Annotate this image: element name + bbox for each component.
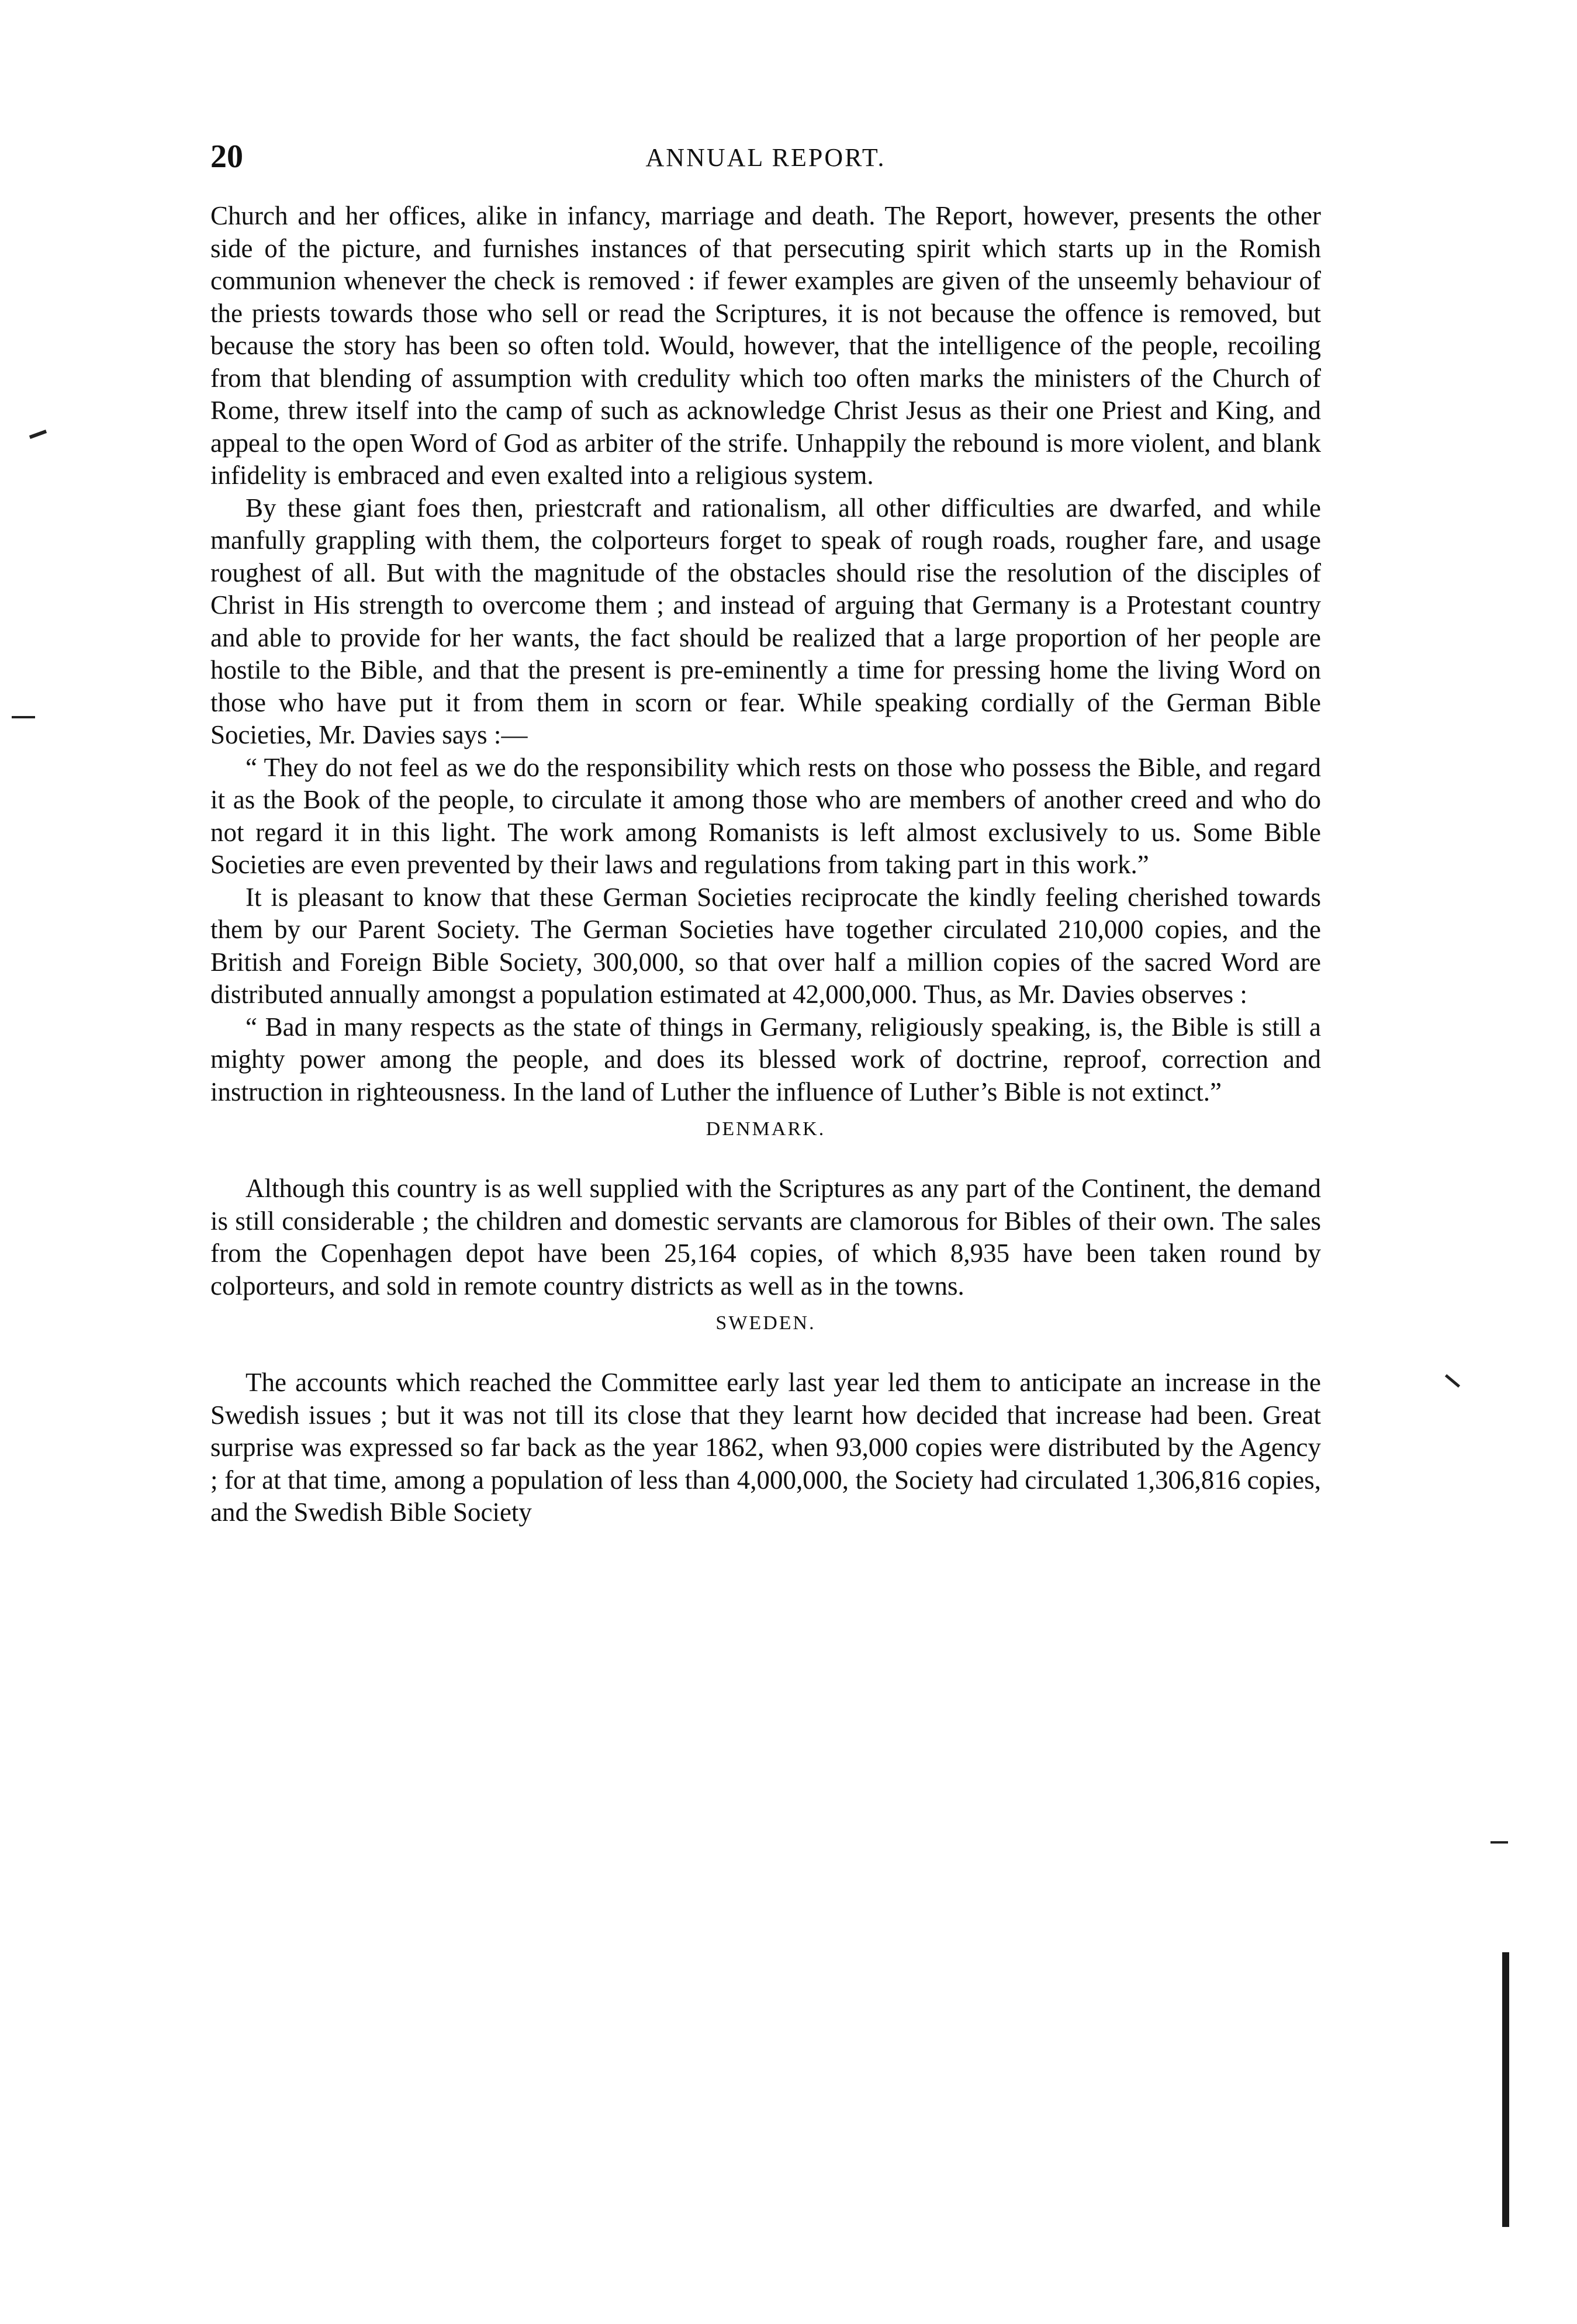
page-number: 20 (210, 139, 243, 175)
margin-mark (1490, 1841, 1508, 1844)
running-title: ANNUAL REPORT. (645, 143, 886, 172)
margin-mark (29, 430, 47, 439)
quotation-1: “ They do not feel as we do the responsibility which rests on those who possess the Bible, and regard it as the Book of the people, to circulate it among those who are members of another creed and who do not regard it in this light. The work among Romanists is left almost exclusively to us. Some Bible Societies are even prevented by their laws and regulations from taking part in this work.” (210, 752, 1321, 879)
paragraph-3: It is pleasant to know that these German Societies reciprocate the kindly feeling cherished towards them by our Parent Society. The German Societies have together circulated 210,000 copies, and the British and Foreign Bible Society, 300,000, so that over half a million copies of the sacred Word are distributed annually amongst a population estimated at 42,000,000. Thus, as Mr. Davies observes : (210, 882, 1321, 1009)
margin-mark (1445, 1374, 1460, 1388)
document-page (210, 140, 1321, 1529)
section-heading-sweden: SWEDEN. (715, 1312, 816, 1334)
margin-rule (1502, 1952, 1509, 2227)
paragraph-sweden: The accounts which reached the Committee early last year led them to anticipate an increase in the Swedish issues ; but it was not till its close that they learnt how decided that increase had been. Great surprise was expressed so far back as the year 1862, when 93,000 copies were distributed by the Agency ; for at that time, among a population of less than 4,000,000, the Society had circulated 1,306,816 copies, and the Swedish Bible Society (210, 1368, 1321, 1527)
page-header (210, 140, 1321, 193)
paragraph-2: By these giant foes then, priestcraft and rationalism, all other difficulties are dwarfed, and while manfully grappling with them, the colporteurs forget to speak of rough roads, rougher fare, and usage roughest of all. But with the magnitude of the obstacles should rise the resolution of the disciples of Christ in His strength to overcome them ; and instead of arguing that Germany is a Protestant country and able to provide for her wants, the fact should be realized that a large proportion of her people are hostile to the Bible, and that the present is pre-eminently a time for pressing home the living Word on those who have put it from them in scorn or fear. While speaking cordially of the German Bible Societies, Mr. Davies says :— (210, 493, 1321, 749)
quotation-2: “ Bad in many respects as the state of things in Germany, religiously speaking, is, the Bible is still a mighty power among the people, and does its blessed work of doctrine, reproof, correction and instruction in righteousness. In the land of Luther the influence of Luther’s Bible is not extinct.” (210, 1012, 1321, 1106)
paragraph-1: Church and her offices, alike in infancy, marriage and death. The Report, however, presents the other side of the picture, and furnishes instances of that persecuting spirit which starts up in the Romish communion whenever the check is removed : if fewer examples are given of the unseemly behaviour of the priests towards those who sell or read the Scriptures, it is not because the offence is removed, but because the story has been so often told. Would, however, that the intelligence of the people, recoiling from that blending of assumption with credulity which too often marks the ministers of the Church of Rome, threw itself into the camp of such as acknowledge Christ Jesus as their one Priest and King, and appeal to the open Word of God as arbiter of the strife. Unhappily the rebound is more violent, and blank infidelity is embraced and even exalted into a religious system. (210, 201, 1321, 490)
section-heading-denmark: DENMARK. (706, 1118, 826, 1140)
margin-mark (12, 716, 35, 718)
body-text (210, 200, 1321, 1529)
paragraph-denmark: Although this country is as well supplied with the Scriptures as any part of the Continent, the demand is still considerable ; the children and domestic servants are clamorous for Bibles of their own. The sales from the Copenhagen depot have been 25,164 copies, of which 8,935 have been taken round by colporteurs, and sold in remote country districts as well as in the towns. (210, 1174, 1321, 1301)
